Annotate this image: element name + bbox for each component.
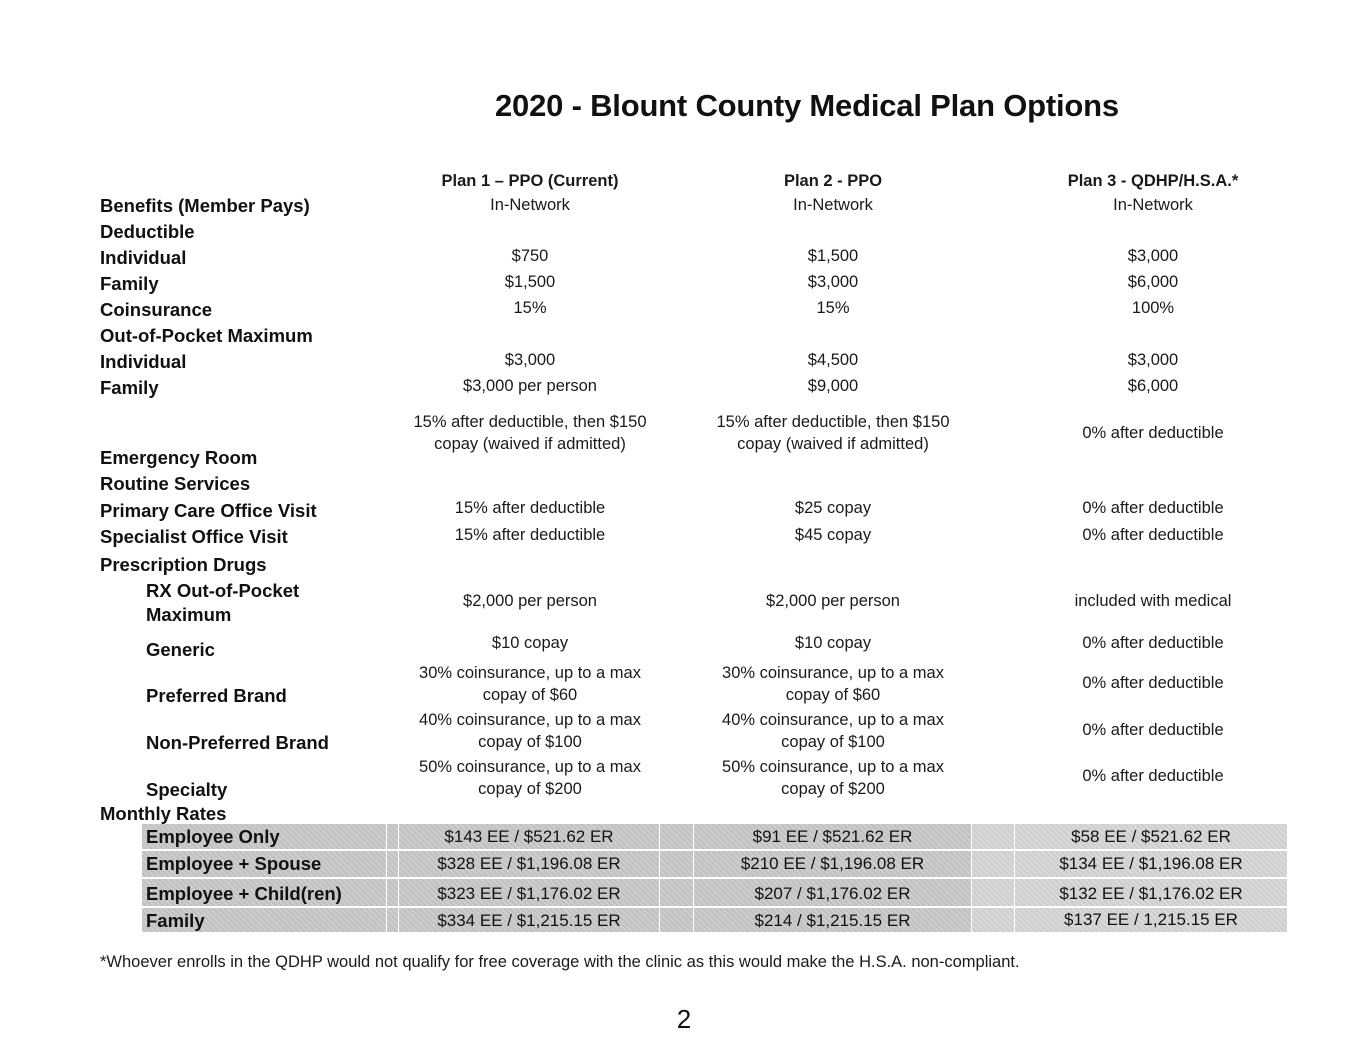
cell-line: 50% coinsurance, up to a max [419,758,641,776]
cell-line: copay of $200 [781,780,885,798]
cell-specialty-plan3: 0% after deductible [1082,767,1224,785]
rate-spacer [387,851,398,877]
cell-rx-oop-plan3: included with medical [1074,592,1232,610]
cell-line: copay of $200 [478,780,582,798]
cell-emergency-room-plan3: 0% after deductible [1082,424,1224,442]
plan1-header: Plan 1 – PPO (Current) [441,172,619,190]
rate-employee-children-plan2: $207 / $1,176.02 ER [694,879,971,906]
cell-generic-plan3: 0% after deductible [1082,634,1224,652]
cell-generic-plan2: $10 copay [794,634,872,652]
rate-family-plan2: $214 / $1,215.15 ER [694,908,971,932]
rate-employee-spouse-plan1: $328 EE / $1,196.08 ER [399,851,659,877]
rate-spacer [972,879,1014,906]
cell-oop-individual-plan1: $3,000 [504,351,556,369]
row-label-oop-max: Out-of-Pocket Maximum [100,325,313,346]
cell-non-preferred-brand-plan2 [700,709,966,753]
cell-coinsurance-plan2: 15% [816,299,850,317]
page-number: 2 [676,1004,692,1034]
rate-employee-children-plan3: $132 EE / $1,176.02 ER [1015,879,1287,906]
cell-line: copay of $100 [478,733,582,751]
rate-family-plan3: $137 EE / 1,215.15 ER [1015,908,1287,932]
cell-line: copay (waived if admitted) [434,435,626,453]
cell-rx-oop-plan2: $2,000 per person [766,592,900,610]
page-title [0,88,1368,124]
cell-deductible-family-plan3: $6,000 [1127,273,1179,291]
rate-tier-employee-spouse: Employee + Spouse [142,851,386,877]
rate-spacer [972,824,1014,849]
row-label-specialty: Specialty [146,779,228,800]
rate-spacer [660,824,693,849]
row-label-preferred-brand: Preferred Brand [146,685,287,706]
cell-specialist-plan1: 15% after deductible [454,526,606,544]
cell-rx-oop-plan1: $2,000 per person [463,592,597,610]
row-label-rx-oop-line1: RX Out-of-Pocket [146,580,300,601]
row-label-specialist: Specialist Office Visit [100,526,288,547]
cell-oop-family-plan1: $3,000 per person [463,377,597,395]
cell-emergency-room-plan1 [400,411,660,455]
cell-emergency-room-plan2 [700,411,966,455]
rate-family-plan1: $334 EE / $1,215.15 ER [399,908,659,932]
cell-oop-family-plan3: $6,000 [1127,377,1179,395]
row-label-oop-family: Family [100,377,159,398]
row-label-oop-individual: Individual [100,351,187,372]
row-label-rx-oop-line2: Maximum [146,604,232,625]
rate-spacer [972,851,1014,877]
cell-preferred-brand-plan1 [400,662,660,706]
row-label-deductible-family: Family [100,273,159,294]
cell-deductible-individual-plan3: $3,000 [1127,247,1179,265]
rate-spacer [660,908,693,932]
cell-coinsurance-plan1: 15% [513,299,547,317]
cell-specialty-plan2 [700,756,966,800]
rate-spacer [660,851,693,877]
rate-tier-employee-children: Employee + Child(ren) [142,879,386,906]
cell-line: 40% coinsurance, up to a max [722,711,944,729]
cell-line: copay of $60 [785,686,881,704]
cell-preferred-brand-plan3: 0% after deductible [1082,674,1224,692]
plan3-header: Plan 3 - QDHP/H.S.A.* [1067,172,1239,190]
rate-employee-children-plan1: $323 EE / $1,176.02 ER [399,879,659,906]
rate-employee-only-plan1: $143 EE / $521.62 ER [399,824,659,849]
plan2-header: Plan 2 - PPO [783,172,883,190]
cell-deductible-individual-plan2: $1,500 [807,247,859,265]
row-label-primary-care: Primary Care Office Visit [100,500,317,521]
cell-line: 30% coinsurance, up to a max [419,664,641,682]
row-label-prescription-drugs: Prescription Drugs [100,554,267,575]
rate-spacer [387,824,398,849]
cell-generic-plan1: $10 copay [491,634,569,652]
rate-employee-only-plan3: $58 EE / $521.62 ER [1015,824,1287,849]
rate-employee-spouse-plan2: $210 EE / $1,196.08 ER [694,851,971,877]
cell-specialist-plan3: 0% after deductible [1082,526,1224,544]
rate-tier-family: Family [142,908,386,932]
plan1-network: In-Network [490,196,570,214]
row-label-benefits: Benefits (Member Pays) [100,195,310,216]
cell-line: copay of $60 [482,686,578,704]
rate-tier-employee-only: Employee Only [142,824,386,849]
page-title-text: 2020 - Blount County Medical Plan Options [495,88,1119,123]
rate-employee-spouse-plan3: $134 EE / $1,196.08 ER [1015,851,1287,877]
plan2-network: In-Network [793,196,873,214]
row-label-non-preferred-brand: Non-Preferred Brand [146,732,329,753]
cell-non-preferred-brand-plan1 [400,709,660,753]
cell-oop-family-plan2: $9,000 [807,377,859,395]
cell-primary-care-plan1: 15% after deductible [454,499,606,517]
row-label-deductible: Deductible [100,221,195,242]
cell-coinsurance-plan3: 100% [1131,299,1175,317]
plan3-network: In-Network [1113,196,1193,214]
cell-primary-care-plan3: 0% after deductible [1082,499,1224,517]
footnote: *Whoever enrolls in the QDHP would not qualify for free coverage with the clinic as this would make the H.S.A. non-compliant. [100,953,1020,971]
cell-non-preferred-brand-plan3: 0% after deductible [1082,721,1224,739]
cell-deductible-family-plan1: $1,500 [504,273,556,291]
cell-oop-individual-plan3: $3,000 [1127,351,1179,369]
row-label-monthly-rates: Monthly Rates [100,803,227,824]
cell-line: 50% coinsurance, up to a max [722,758,944,776]
cell-line: copay of $100 [781,733,885,751]
rate-spacer [660,879,693,906]
cell-line: 40% coinsurance, up to a max [419,711,641,729]
rate-spacer [387,908,398,932]
cell-deductible-individual-plan1: $750 [511,247,549,265]
row-label-generic: Generic [146,639,215,660]
cell-specialist-plan2: $45 copay [794,526,872,544]
cell-oop-individual-plan2: $4,500 [807,351,859,369]
row-label-routine-services: Routine Services [100,473,251,494]
rate-spacer [387,879,398,906]
cell-deductible-family-plan2: $3,000 [807,273,859,291]
row-label-coinsurance: Coinsurance [100,299,213,320]
cell-primary-care-plan2: $25 copay [794,499,872,517]
rate-spacer [972,908,1014,932]
cell-line: 15% after deductible, then $150 [716,413,950,431]
cell-line: 30% coinsurance, up to a max [722,664,944,682]
cell-line: copay (waived if admitted) [737,435,929,453]
row-label-emergency-room: Emergency Room [100,447,258,468]
cell-specialty-plan1 [400,756,660,800]
cell-preferred-brand-plan2 [700,662,966,706]
cell-line: 15% after deductible, then $150 [413,413,647,431]
rate-employee-only-plan2: $91 EE / $521.62 ER [694,824,971,849]
row-label-deductible-individual: Individual [100,247,187,268]
